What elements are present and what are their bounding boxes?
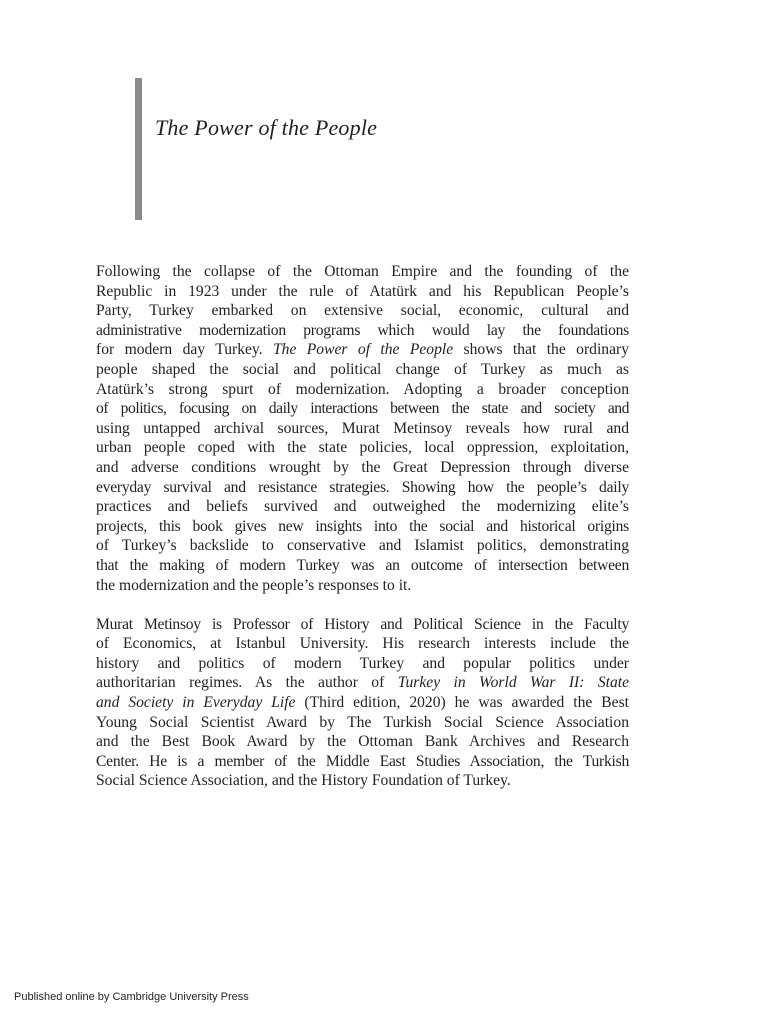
text-line: [96, 693, 629, 713]
text-run: shows that the ordinary: [453, 341, 629, 359]
text-line: Following the collapse of the Ottoman Empire and the founding of the: [96, 263, 629, 280]
text-line: and adverse conditions wrought by the Great Depression through diverse: [96, 458, 629, 476]
text-line: of politics, focusing on daily interactions between the state and society and: [96, 400, 629, 418]
text-line: practices and beliefs survived and outweighed the modernizing elite’s: [96, 498, 629, 516]
book-title-italic: Turkey in World War II: State: [397, 674, 629, 692]
page-title: The Power of the People: [155, 115, 378, 140]
text-line: people shaped the social and political change of Turkey as much as: [96, 360, 629, 378]
text-line: [96, 340, 629, 360]
text-line: Party, Turkey embarked on extensive social, economic, cultural and: [96, 302, 629, 320]
text-line: everyday survival and resistance strategies. Showing how the people’s daily: [96, 478, 629, 496]
publisher-footer: Published online by Cambridge University Press: [14, 991, 249, 1003]
text-line: Murat Metinsoy is Professor of History and Political Science in the Faculty: [96, 615, 629, 633]
text-line: Social Science Association, and the History Foundation of Turkey.: [96, 772, 511, 790]
body-text: [96, 262, 629, 791]
text-line: the modernization and the people’s responses to it.: [96, 576, 412, 594]
text-line: of Turkey’s backslide to conservative and Islamist politics, demonstrating: [96, 537, 629, 555]
text-run: for modern day Turkey.: [96, 341, 273, 359]
text-run: (Third edition, 2020) he was awarded the Best: [295, 694, 629, 712]
text-line: history and politics of modern Turkey and popular politics under: [96, 654, 629, 672]
text-line: of Economics, at Istanbul University. His research interests include the: [96, 635, 629, 653]
text-run: authoritarian regimes. As the author of: [96, 674, 398, 692]
title-accent-bar: [135, 78, 142, 220]
text-line: that the making of modern Turkey was an outcome of intersection between: [96, 556, 629, 574]
book-title-italic: and Society in Everyday Life: [96, 694, 296, 712]
author-bio: [96, 615, 629, 791]
text-line: Atatürk’s strong spurt of modernization. Adopting a broader conception: [96, 380, 629, 398]
text-line: Center. He is a member of the Middle East Studies Association, the Turkish: [96, 752, 629, 770]
book-title-italic: The Power of the People: [273, 341, 454, 359]
text-line: administrative modernization programs which would lay the foundations: [96, 321, 629, 339]
text-line: urban people coped with the state policies, local oppression, exploitation,: [96, 439, 629, 457]
text-line: Young Social Scientist Award by The Turkish Social Science Association: [96, 713, 629, 731]
text-line: using untapped archival sources, Murat Metinsoy reveals how rural and: [96, 419, 629, 437]
text-line: Republic in 1923 under the rule of Atatürk and his Republican People’s: [96, 282, 629, 300]
text-line: projects, this book gives new insights into the social and historical origins: [96, 517, 629, 535]
text-line: and the Best Book Award by the Ottoman Bank Archives and Research: [96, 733, 629, 751]
text-line: [96, 673, 629, 693]
book-description: [96, 262, 629, 595]
